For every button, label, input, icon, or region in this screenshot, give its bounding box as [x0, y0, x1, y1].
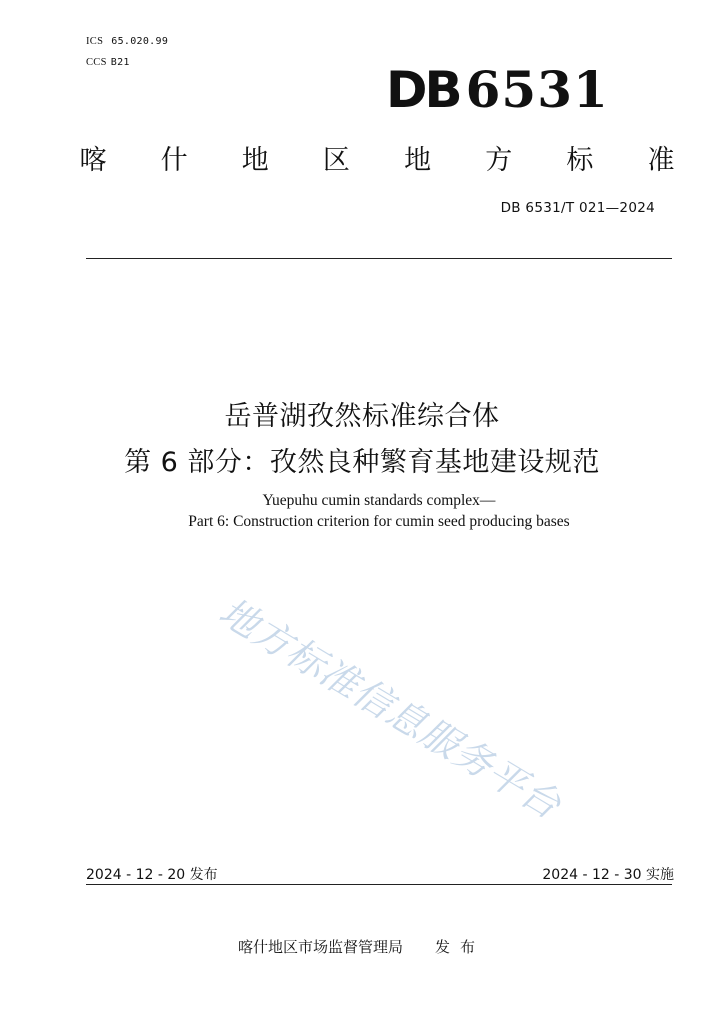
publish-date: 2024 - 12 - 20 发布: [86, 867, 218, 883]
issuer: [238, 936, 485, 957]
ccs-value: B21: [110, 57, 130, 68]
logo-prefix: DB: [386, 61, 460, 119]
standard-type-heading: [78, 138, 676, 177]
ics-code: [86, 36, 168, 47]
watermark-text: 地方标准信息服务平台: [211, 589, 569, 828]
ccs-code: [86, 57, 130, 68]
standard-type-char: 地: [404, 145, 432, 176]
standard-type-char: 区: [322, 145, 350, 176]
standard-number: DB 6531/T 021—2024: [500, 200, 655, 216]
standard-type-char: 准: [647, 145, 675, 176]
top-divider: [86, 258, 672, 259]
title-cn-line1: 岳普湖孜然标准综合体: [224, 401, 500, 432]
title-cn-line2: 第 6 部分：孜然良种繁育基地建设规范: [124, 447, 600, 478]
standard-type-char: 标: [566, 145, 594, 176]
db-logo: [386, 60, 626, 120]
title-en-line2: Part 6: Construction criterion for cumin seed producing bases: [188, 513, 570, 530]
logo-number: 6531: [465, 60, 609, 119]
standard-type-char: 方: [485, 145, 513, 176]
standard-type-char: 地: [241, 145, 269, 176]
issuer-action: 发布: [435, 938, 486, 956]
ics-value: 65.020.99: [111, 36, 169, 47]
issuer-name: 喀什地区市场监督管理局: [238, 938, 404, 956]
ics-label: ICS: [86, 36, 104, 47]
ccs-label: CCS: [86, 57, 107, 68]
standard-type-char: 喀: [79, 145, 107, 176]
bottom-divider: [86, 884, 672, 885]
title-en-line1: Yuepuhu cumin standards complex—: [262, 492, 496, 509]
implement-date: 2024 - 12 - 30 实施: [542, 867, 674, 883]
standard-type-char: 什: [160, 145, 188, 176]
